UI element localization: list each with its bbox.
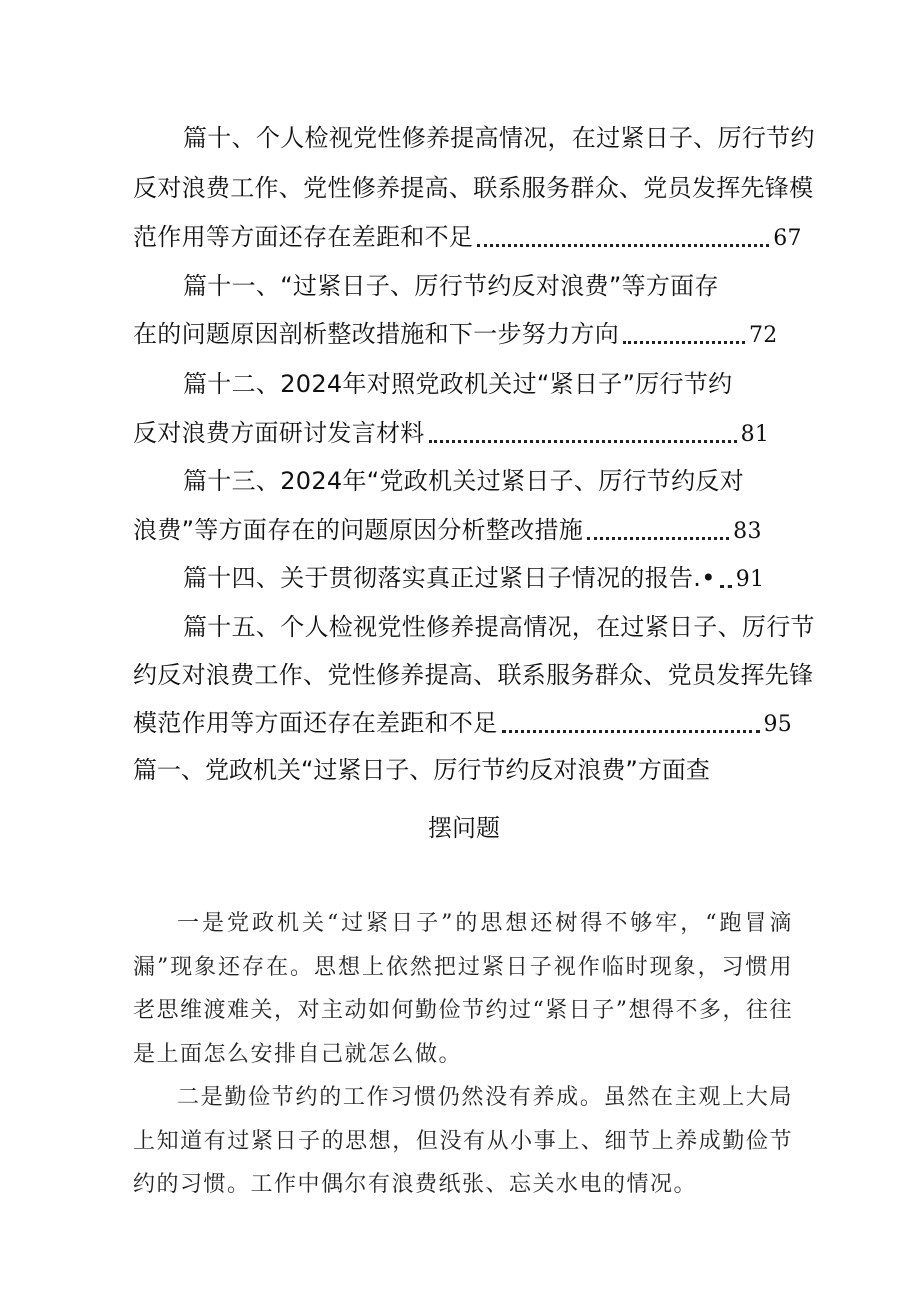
toc-page-number: 81 (740, 422, 770, 447)
article-paragraph-1: 一是党政机关“过紧日子”的思想还树得不够牢，“跑冒滴漏”现象还存在。思想上依然把过紧日子视作临时现象，习惯用老思维渡难关，对主动如何勤俭节约过“紧日子”想得不多，往往是上面怎么安排自己就怎么做。 (133, 911, 793, 1067)
article-paragraph-2: 二是勤俭节约的工作习惯仍然没有养成。虽然在主观上大局上知道有过紧日子的思想，但没有从小事上、细节上养成勤俭节约的习惯。工作中偶尔有浪费纸张、忘关水电的情况。 (133, 1085, 793, 1197)
toc-page-number: 67 (773, 226, 802, 251)
dot-leader (716, 558, 736, 598)
toc-entry-12-line-2: 反对浪费方面研讨发言材料 81 (133, 413, 769, 453)
article-title-line-2: 摆问题 (428, 814, 500, 842)
toc-entry-11-line-1: 篇十一、“过紧日子、厉行节约反对浪费”等方面存 (183, 272, 719, 300)
toc-entry-15-line-3: 模范作用等方面还存在差距和不足 95 (133, 703, 792, 743)
dot-leader (425, 413, 741, 453)
dot-leader (619, 314, 749, 354)
toc-entry-10-line-1: 篇十、个人检视党性修养提高情况，在过紧日子、厉行节约 (183, 124, 815, 152)
toc-page-number: 95 (763, 712, 793, 737)
dot-leader (473, 217, 773, 257)
article-body (133, 902, 793, 1207)
dot-leader (583, 510, 733, 550)
toc-page-number: 72 (749, 323, 778, 348)
toc-entry-10-line-2: 反对浪费工作、党性修养提高、联系服务群众、党员发挥先锋模 (133, 174, 814, 202)
toc-entry-13-line-1: 篇十三、2024年“党政机关过紧日子、厉行节约反对 (183, 467, 745, 495)
toc-entry-11-line-2: 在的问题原因剖析整改措施和下一步努力方向 72 (133, 314, 778, 354)
toc-page-number: 83 (733, 519, 762, 544)
dot-leader (498, 703, 764, 743)
toc-entry-13-line-2: 浪费”等方面存在的问题原因分析整改措施 83 (133, 510, 762, 550)
toc-page-number: 91 (735, 567, 765, 592)
toc-entry-10-line-3: 范作用等方面还存在差距和不足 67 (133, 217, 802, 257)
toc-entry-12-line-1: 篇十二、2024年对照党政机关过“紧日子”厉行节约 (183, 370, 733, 398)
toc-entry-15-line-1: 篇十五、个人检视党性修养提高情况，在过紧日子、厉行节 (183, 613, 815, 641)
article-title-line-1: 篇一、党政机关“过紧日子、厉行节约反对浪费”方面查 (133, 756, 710, 784)
toc-entry-15-line-2: 约反对浪费工作、党性修养提高、联系服务群众、党员发挥先锋 (133, 661, 814, 689)
toc-entry-14-line-1: 篇十四、关于贯彻落实真正过紧日子情况的报告.• 91 (183, 558, 764, 598)
